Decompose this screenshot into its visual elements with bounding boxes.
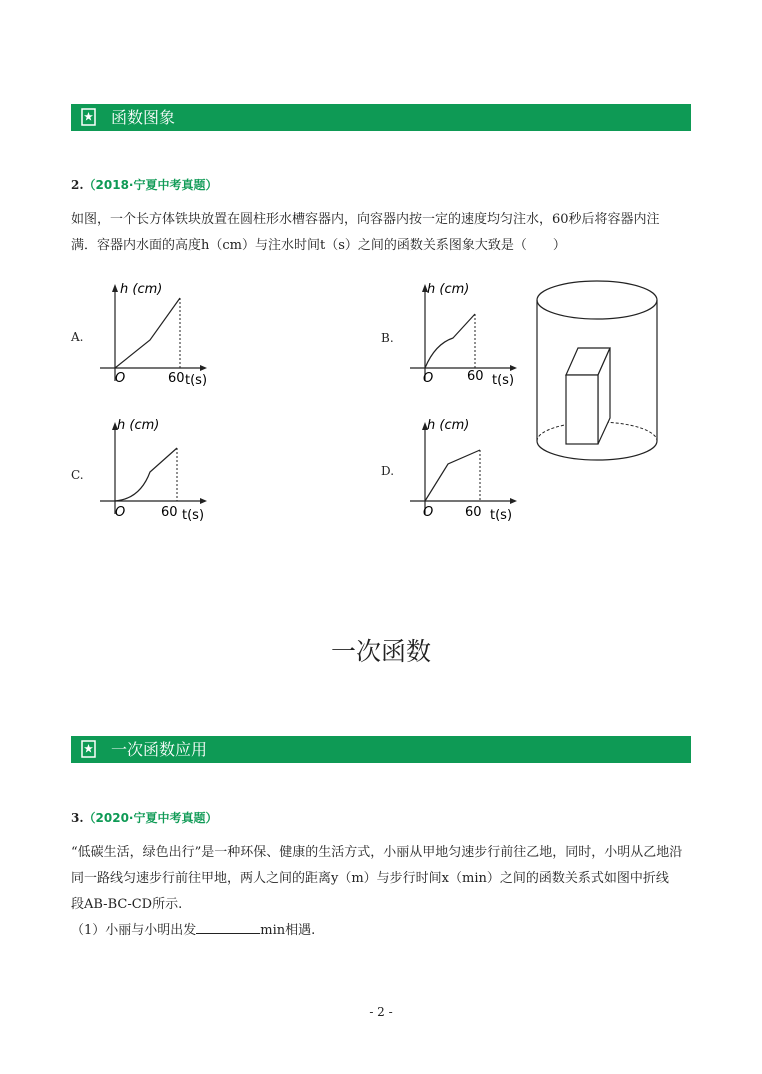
- option-a-label: A.: [71, 330, 84, 344]
- question-source: （2018·宁夏中考真题）: [83, 178, 218, 192]
- x-axis-label: t(s): [182, 508, 205, 523]
- y-axis-label: h (cm): [120, 282, 163, 297]
- question-text-line: 同一路线匀速步行前往甲地，两人之间的距离y（m）与步行时间x（min）之间的函数关系式如图中折线: [71, 871, 669, 886]
- question-number: 2.: [71, 178, 84, 192]
- page-number: - 2 -: [369, 1005, 393, 1019]
- graph-line: [425, 450, 480, 501]
- cylinder-container-figure: [530, 278, 665, 466]
- origin-label: O: [115, 505, 126, 520]
- tick-label: 60: [161, 505, 178, 520]
- option-d-label: D.: [381, 464, 395, 478]
- tick-label: 60: [467, 369, 484, 384]
- question-3-text: [71, 840, 695, 944]
- y-axis-label: h (cm): [427, 418, 470, 433]
- y-axis-label: h (cm): [117, 418, 160, 433]
- bookmark-star-icon: [81, 108, 96, 126]
- question-2-header: [71, 176, 218, 193]
- origin-label: O: [423, 371, 434, 386]
- section-title: 一次函数应用: [111, 740, 208, 759]
- option-b-label: B.: [381, 331, 394, 345]
- sub-question-prefix: （1）小丽与小明出发: [71, 923, 197, 938]
- graph-option-c: [95, 414, 215, 526]
- question-3-header: [71, 809, 218, 826]
- question-2-text: [71, 207, 695, 259]
- question-number: 3.: [71, 811, 84, 825]
- graph-line: [115, 298, 180, 368]
- graph-option-b: [405, 276, 525, 388]
- graph-line: [425, 314, 475, 368]
- question-source: （2020·宁夏中考真题）: [83, 811, 218, 825]
- graph-line: [115, 448, 177, 501]
- tick-label: 60: [465, 505, 482, 520]
- tick-label: 60: [168, 371, 185, 386]
- x-axis-label: t(s): [185, 373, 208, 388]
- section-title: 函数图象: [111, 108, 176, 127]
- question-text-line: 满．容器内水面的高度h（cm）与注水时间t（s）之间的函数关系图象大致是（ ）: [71, 238, 566, 253]
- chapter-title: 一次函数: [330, 637, 431, 666]
- section-banner-linear-application: [71, 736, 691, 763]
- graph-option-a: [95, 276, 215, 388]
- origin-label: O: [423, 505, 434, 520]
- x-axis-label: t(s): [492, 373, 515, 388]
- x-axis-label: t(s): [490, 508, 513, 523]
- y-axis-label: h (cm): [427, 282, 470, 297]
- sub-question-1: [71, 918, 695, 944]
- answer-blank[interactable]: [196, 919, 260, 934]
- sub-question-suffix: min相遇.: [260, 923, 316, 938]
- section-banner-graphs: [71, 104, 691, 131]
- iron-block: [566, 348, 610, 444]
- bookmark-star-icon: [81, 740, 96, 758]
- question-text-line: 段AB-BC-CD所示.: [71, 897, 183, 912]
- graph-option-d: [405, 414, 525, 526]
- origin-label: O: [115, 371, 126, 386]
- option-c-label: C.: [71, 468, 84, 482]
- question-text-line: 如图，一个长方体铁块放置在圆柱形水槽容器内，向容器内按一定的速度均匀注水，60秒后将容器内注: [71, 212, 660, 227]
- question-text-line: “低碳生活，绿色出行”是一种环保、健康的生活方式，小丽从甲地匀速步行前往乙地，同时，小明从乙地沿: [71, 845, 683, 860]
